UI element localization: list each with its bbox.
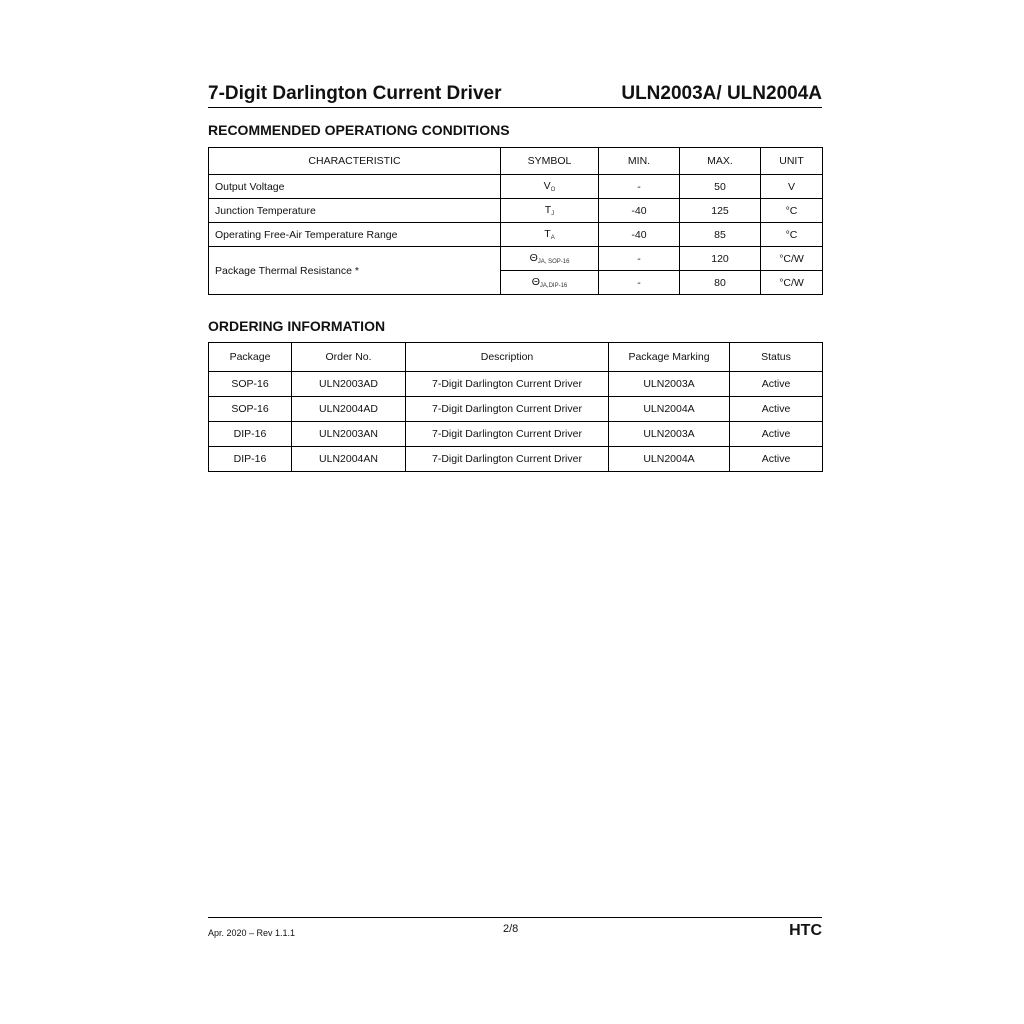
status-cell: Active <box>730 372 823 397</box>
table-row <box>209 422 823 447</box>
column-header: Order No. <box>292 343 406 372</box>
characteristic-cell: Output Voltage <box>209 175 501 199</box>
footer-divider <box>208 917 822 919</box>
unit-cell: °C <box>761 199 823 223</box>
description-cell: 7-Digit Darlington Current Driver <box>406 447 609 472</box>
unit-cell: °C <box>761 223 823 247</box>
max-cell: 50 <box>680 175 761 199</box>
table-row <box>209 247 823 271</box>
table-row <box>209 397 823 422</box>
table-row <box>209 199 823 223</box>
table-row <box>209 447 823 472</box>
document-title: 7-Digit Darlington Current Driver <box>208 83 502 104</box>
page-number: 2/8 <box>503 923 519 935</box>
max-cell: 125 <box>680 199 761 223</box>
symbol-cell: $V_O$ <box>501 175 599 199</box>
max-cell: 85 <box>680 223 761 247</box>
column-header: Package Marking <box>609 343 730 372</box>
max-cell: 120 <box>680 247 761 271</box>
package-cell: DIP-16 <box>209 447 292 472</box>
characteristic-cell: Package Thermal Resistance * <box>209 247 501 295</box>
marking-cell: ULN2004A <box>609 447 730 472</box>
package-cell: SOP-16 <box>209 372 292 397</box>
table-row <box>209 372 823 397</box>
description-cell: 7-Digit Darlington Current Driver <box>406 397 609 422</box>
status-cell: Active <box>730 422 823 447</box>
unit-cell: °C/W <box>761 247 823 271</box>
table-row <box>209 175 823 199</box>
column-header: Status <box>730 343 823 372</box>
order-no-cell: ULN2003AN <box>292 422 406 447</box>
unit-cell: V <box>761 175 823 199</box>
symbol-cell: $\Theta_{JA, SOP-16}$ <box>501 247 599 271</box>
characteristic-cell: Operating Free-Air Temperature Range <box>209 223 501 247</box>
min-cell: -40 <box>599 223 680 247</box>
min-cell: - <box>599 175 680 199</box>
description-cell: 7-Digit Darlington Current Driver <box>406 422 609 447</box>
table-row <box>209 223 823 247</box>
column-header: SYMBOL <box>501 148 599 175</box>
marking-cell: ULN2003A <box>609 422 730 447</box>
column-header: CHARACTERISTIC <box>209 148 501 175</box>
column-header: UNIT <box>761 148 823 175</box>
table-header-row <box>209 148 823 175</box>
recommended-conditions-table <box>208 147 823 295</box>
status-cell: Active <box>730 447 823 472</box>
min-cell: - <box>599 247 680 271</box>
min-cell: -40 <box>599 199 680 223</box>
symbol-cell: $\Theta_{JA,DIP-16}$ <box>501 271 599 295</box>
column-header: MIN. <box>599 148 680 175</box>
marking-cell: ULN2003A <box>609 372 730 397</box>
ordering-information-table <box>208 342 823 472</box>
symbol-cell: $T_A$ <box>501 223 599 247</box>
recommended-section-title: RECOMMENDED OPERATIONG CONDITIONS <box>208 122 510 138</box>
column-header: MAX. <box>680 148 761 175</box>
page-header <box>208 83 822 108</box>
package-cell: SOP-16 <box>209 397 292 422</box>
ordering-section-title: ORDERING INFORMATION <box>208 318 386 334</box>
marking-cell: ULN2004A <box>609 397 730 422</box>
part-numbers: ULN2003A/ ULN2004A <box>621 83 822 104</box>
footer-date-revision: Apr. 2020 – Rev 1.1.1 <box>208 928 296 938</box>
max-cell: 80 <box>680 271 761 295</box>
status-cell: Active <box>730 397 823 422</box>
brand-logo: HTC <box>789 922 822 939</box>
package-cell: DIP-16 <box>209 422 292 447</box>
order-no-cell: ULN2004AD <box>292 397 406 422</box>
unit-cell: °C/W <box>761 271 823 295</box>
order-no-cell: ULN2003AD <box>292 372 406 397</box>
symbol-cell: $T_J$ <box>501 199 599 223</box>
characteristic-cell: Junction Temperature <box>209 199 501 223</box>
order-no-cell: ULN2004AN <box>292 447 406 472</box>
table-header-row <box>209 343 823 372</box>
description-cell: 7-Digit Darlington Current Driver <box>406 372 609 397</box>
min-cell: - <box>599 271 680 295</box>
column-header: Description <box>406 343 609 372</box>
column-header: Package <box>209 343 292 372</box>
